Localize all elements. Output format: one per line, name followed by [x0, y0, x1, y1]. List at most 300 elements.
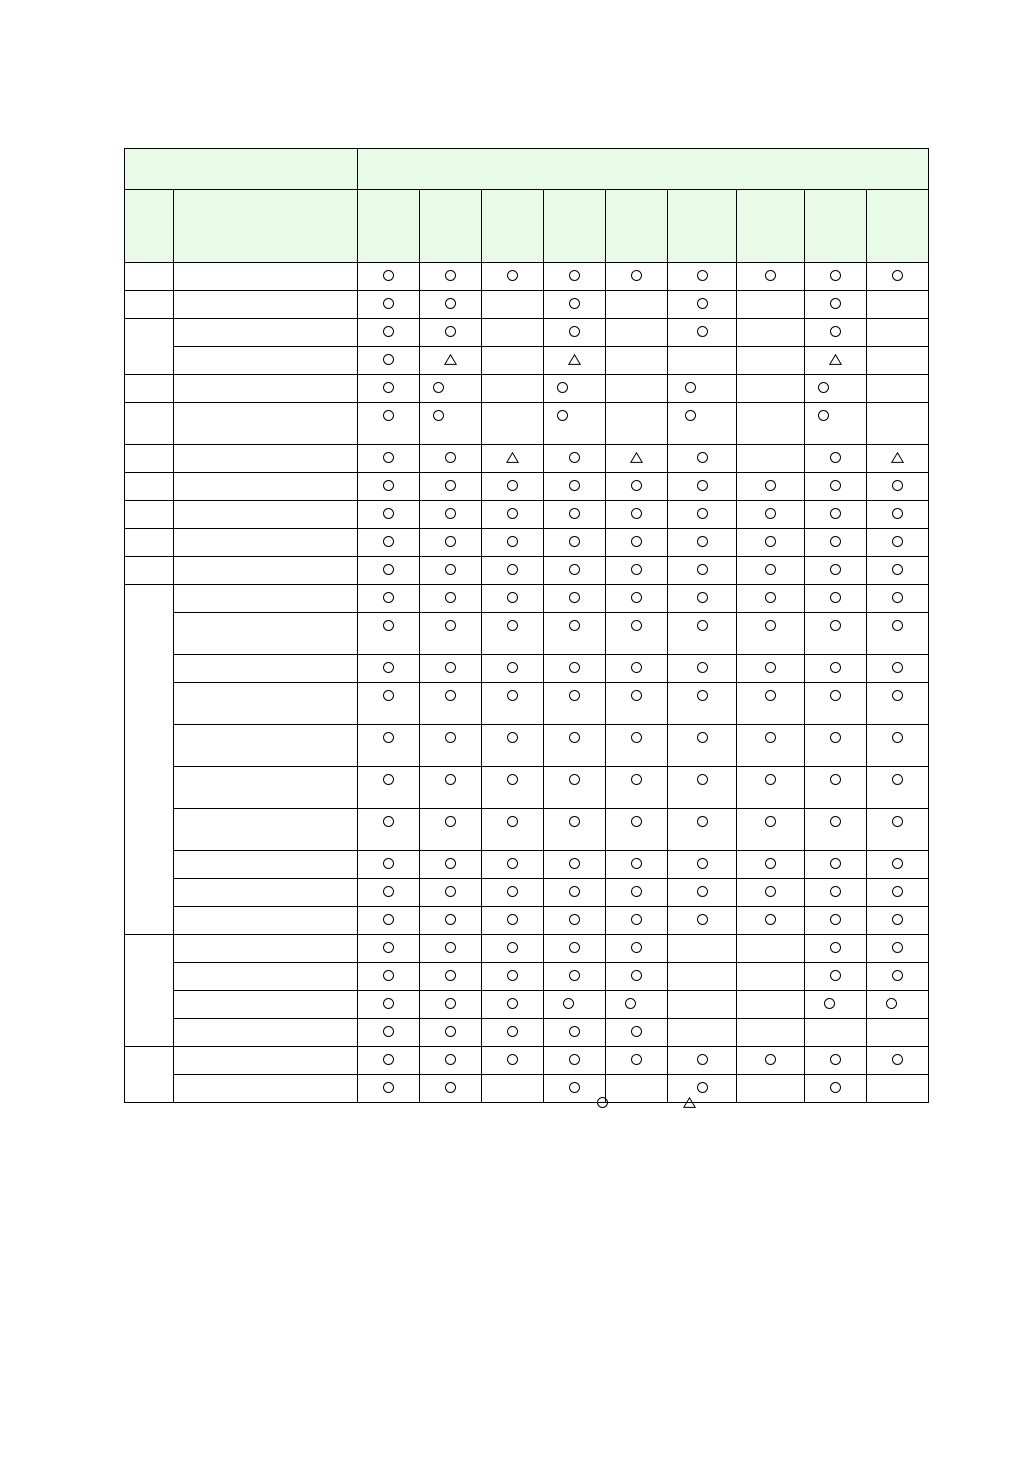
mark-cell — [867, 809, 929, 851]
circle-mark — [507, 1026, 518, 1037]
mark-cell — [420, 767, 482, 809]
mark-cell — [805, 879, 867, 907]
header-model-cell — [544, 190, 606, 263]
mark-cell — [668, 963, 737, 991]
mark-cell — [420, 963, 482, 991]
mark-cell — [867, 991, 929, 1019]
mark-cell — [544, 319, 606, 347]
header-model-cell — [420, 190, 482, 263]
header-model-cell — [867, 190, 929, 263]
mark-cell — [805, 445, 867, 473]
feature-cell — [174, 1019, 358, 1047]
circle-mark — [569, 620, 580, 631]
circle-mark — [892, 508, 903, 519]
circle-mark — [569, 914, 580, 925]
table-row — [125, 1019, 929, 1047]
circle-mark — [892, 970, 903, 981]
circle-mark — [765, 732, 776, 743]
circle-mark — [507, 886, 518, 897]
circle-mark — [631, 1054, 642, 1065]
circle-mark — [697, 480, 708, 491]
circle-mark — [892, 732, 903, 743]
mark-cell — [737, 375, 805, 403]
mark-cell — [544, 501, 606, 529]
mark-cell — [805, 851, 867, 879]
table-row — [125, 767, 929, 809]
table-row — [125, 809, 929, 851]
category-cell — [125, 445, 174, 473]
circle-mark — [765, 592, 776, 603]
circle-mark — [445, 564, 456, 575]
circle-mark — [507, 1054, 518, 1065]
mark-cell — [867, 445, 929, 473]
mark-cell — [737, 809, 805, 851]
circle-mark — [445, 1026, 456, 1037]
circle-mark — [830, 620, 841, 631]
legend-circle-mark — [597, 1097, 608, 1108]
circle-mark — [765, 508, 776, 519]
mark-cell — [544, 557, 606, 585]
circle-mark — [445, 536, 456, 547]
header-model-cell — [805, 190, 867, 263]
mark-cell — [867, 347, 929, 375]
header-model-cell — [482, 190, 544, 263]
mark-cell — [482, 347, 544, 375]
circle-mark — [697, 858, 708, 869]
circle-mark — [697, 298, 708, 309]
mark-cell — [544, 851, 606, 879]
mark-cell — [482, 683, 544, 725]
mark-cell — [482, 907, 544, 935]
mark-cell — [805, 473, 867, 501]
mark-cell — [544, 263, 606, 291]
mark-cell — [668, 585, 737, 613]
mark-cell — [358, 319, 420, 347]
mark-cell — [420, 585, 482, 613]
mark-cell — [482, 655, 544, 683]
mark-cell — [420, 403, 482, 445]
header-model-cell — [606, 190, 668, 263]
mark-cell — [668, 809, 737, 851]
circle-mark — [631, 480, 642, 491]
mark-cell — [668, 473, 737, 501]
table-row — [125, 1047, 929, 1075]
mark-cell — [867, 1047, 929, 1075]
mark-cell — [420, 935, 482, 963]
feature-cell — [174, 851, 358, 879]
mark-cell — [544, 963, 606, 991]
circle-mark — [892, 774, 903, 785]
mark-cell — [867, 963, 929, 991]
mark-cell — [482, 1019, 544, 1047]
mark-cell — [867, 375, 929, 403]
header-models-group — [358, 149, 929, 190]
triangle-mark — [829, 354, 842, 365]
circle-mark — [697, 508, 708, 519]
circle-mark — [697, 816, 708, 827]
circle-mark — [631, 1026, 642, 1037]
circle-mark — [631, 732, 642, 743]
feature-cell — [174, 263, 358, 291]
mark-cell — [606, 613, 668, 655]
mark-cell — [358, 963, 420, 991]
circle-mark — [569, 690, 580, 701]
mark-cell — [867, 767, 929, 809]
circle-mark — [697, 914, 708, 925]
circle-mark — [697, 1054, 708, 1065]
legend-triangle-mark — [683, 1097, 696, 1108]
circle-mark — [765, 620, 776, 631]
circle-mark — [892, 886, 903, 897]
mark-cell — [867, 557, 929, 585]
mark-cell — [668, 347, 737, 375]
header-row-1 — [125, 149, 929, 190]
table-row — [125, 263, 929, 291]
mark-cell — [606, 879, 668, 907]
circle-mark — [383, 816, 394, 827]
mark-cell — [805, 613, 867, 655]
circle-mark — [892, 270, 903, 281]
circle-mark — [765, 480, 776, 491]
circle-mark — [569, 1082, 580, 1093]
mark-cell — [420, 613, 482, 655]
circle-mark — [507, 942, 518, 953]
mark-cell — [737, 613, 805, 655]
circle-mark — [818, 410, 829, 421]
circle-mark — [383, 452, 394, 463]
mark-cell — [606, 445, 668, 473]
mark-cell — [606, 655, 668, 683]
mark-cell — [544, 585, 606, 613]
category-cell — [125, 557, 174, 585]
category-cell — [125, 935, 174, 1047]
mark-cell — [544, 445, 606, 473]
mark-cell — [668, 655, 737, 683]
category-cell — [125, 263, 174, 291]
circle-mark — [697, 564, 708, 575]
circle-mark — [383, 690, 394, 701]
circle-mark — [569, 298, 580, 309]
circle-mark — [383, 774, 394, 785]
feature-cell — [174, 963, 358, 991]
mark-cell — [737, 991, 805, 1019]
circle-mark — [697, 690, 708, 701]
feature-cell — [174, 585, 358, 613]
compatibility-table — [124, 148, 929, 1103]
category-cell — [125, 403, 174, 445]
feature-cell — [174, 767, 358, 809]
mark-cell — [606, 501, 668, 529]
feature-cell — [174, 529, 358, 557]
mark-cell — [358, 851, 420, 879]
header-model-cell — [668, 190, 737, 263]
circle-mark — [697, 620, 708, 631]
circle-mark — [830, 592, 841, 603]
triangle-mark — [891, 452, 904, 463]
feature-cell — [174, 557, 358, 585]
circle-mark — [445, 592, 456, 603]
mark-cell — [668, 263, 737, 291]
mark-cell — [805, 963, 867, 991]
feature-cell — [174, 319, 358, 347]
circle-mark — [507, 480, 518, 491]
circle-mark — [433, 382, 444, 393]
circle-mark — [697, 662, 708, 673]
circle-mark — [830, 774, 841, 785]
circle-mark — [383, 354, 394, 365]
mark-cell — [420, 263, 482, 291]
mark-cell — [737, 851, 805, 879]
circle-mark — [445, 452, 456, 463]
mark-cell — [867, 263, 929, 291]
feature-cell — [174, 375, 358, 403]
circle-mark — [892, 942, 903, 953]
mark-cell — [420, 557, 482, 585]
mark-cell — [358, 907, 420, 935]
mark-cell — [544, 655, 606, 683]
circle-mark — [697, 536, 708, 547]
mark-cell — [358, 809, 420, 851]
feature-cell — [174, 403, 358, 445]
mark-cell — [482, 851, 544, 879]
circle-mark — [569, 536, 580, 547]
table-row — [125, 291, 929, 319]
circle-mark — [697, 326, 708, 337]
mark-cell — [544, 347, 606, 375]
mark-cell — [606, 725, 668, 767]
mark-cell — [358, 655, 420, 683]
mark-cell — [606, 1019, 668, 1047]
triangle-mark — [506, 452, 519, 463]
feature-cell — [174, 879, 358, 907]
mark-cell — [482, 473, 544, 501]
circle-mark — [569, 508, 580, 519]
circle-mark — [830, 732, 841, 743]
mark-cell — [606, 375, 668, 403]
circle-mark — [507, 592, 518, 603]
mark-cell — [867, 935, 929, 963]
mark-cell — [358, 1047, 420, 1075]
circle-mark — [830, 914, 841, 925]
mark-cell — [606, 529, 668, 557]
circle-mark — [445, 1082, 456, 1093]
mark-cell — [668, 907, 737, 935]
circle-mark — [569, 452, 580, 463]
circle-mark — [697, 452, 708, 463]
mark-cell — [668, 501, 737, 529]
mark-cell — [544, 1047, 606, 1075]
circle-mark — [383, 592, 394, 603]
mark-cell — [737, 291, 805, 319]
mark-cell — [737, 879, 805, 907]
circle-mark — [697, 774, 708, 785]
mark-cell — [606, 907, 668, 935]
circle-mark — [892, 620, 903, 631]
circle-mark — [631, 858, 642, 869]
table-row — [125, 879, 929, 907]
feature-cell — [174, 907, 358, 935]
circle-mark — [697, 886, 708, 897]
mark-cell — [544, 403, 606, 445]
table-row — [125, 613, 929, 655]
mark-cell — [668, 683, 737, 725]
feature-cell — [174, 683, 358, 725]
mark-cell — [544, 375, 606, 403]
category-cell — [125, 319, 174, 375]
circle-mark — [631, 690, 642, 701]
circle-mark — [445, 298, 456, 309]
circle-mark — [685, 382, 696, 393]
mark-cell — [482, 319, 544, 347]
circle-mark — [892, 480, 903, 491]
circle-mark — [383, 858, 394, 869]
mark-cell — [606, 809, 668, 851]
mark-cell — [544, 613, 606, 655]
header-feature-cell — [174, 190, 358, 263]
mark-cell — [867, 907, 929, 935]
table-row — [125, 347, 929, 375]
circle-mark — [445, 998, 456, 1009]
mark-cell — [737, 403, 805, 445]
circle-mark — [507, 732, 518, 743]
circle-mark — [830, 564, 841, 575]
mark-cell — [358, 613, 420, 655]
mark-cell — [668, 879, 737, 907]
mark-cell — [606, 963, 668, 991]
circle-mark — [557, 410, 568, 421]
mark-cell — [544, 683, 606, 725]
mark-cell — [482, 935, 544, 963]
mark-cell — [668, 935, 737, 963]
table-row — [125, 585, 929, 613]
mark-cell — [420, 291, 482, 319]
mark-cell — [606, 935, 668, 963]
circle-mark — [383, 270, 394, 281]
table-row — [125, 725, 929, 767]
mark-cell — [867, 613, 929, 655]
circle-mark — [892, 564, 903, 575]
circle-mark — [569, 480, 580, 491]
circle-mark — [569, 816, 580, 827]
mark-cell — [867, 529, 929, 557]
circle-mark — [507, 508, 518, 519]
circle-mark — [631, 508, 642, 519]
circle-mark — [892, 690, 903, 701]
circle-mark — [631, 914, 642, 925]
circle-mark — [445, 732, 456, 743]
triangle-mark — [630, 452, 643, 463]
feature-cell — [174, 473, 358, 501]
circle-mark — [765, 662, 776, 673]
mark-cell — [606, 991, 668, 1019]
circle-mark — [631, 774, 642, 785]
mark-cell — [482, 375, 544, 403]
circle-mark — [830, 508, 841, 519]
mark-cell — [544, 291, 606, 319]
circle-mark — [507, 816, 518, 827]
mark-cell — [668, 319, 737, 347]
header-model-cell — [358, 190, 420, 263]
circle-mark — [445, 886, 456, 897]
mark-cell — [420, 1019, 482, 1047]
mark-cell — [668, 851, 737, 879]
feature-cell — [174, 809, 358, 851]
circle-mark — [507, 662, 518, 673]
circle-mark — [830, 942, 841, 953]
mark-cell — [668, 403, 737, 445]
circle-mark — [445, 270, 456, 281]
circle-mark — [507, 620, 518, 631]
circle-mark — [830, 298, 841, 309]
table-row — [125, 935, 929, 963]
mark-cell — [420, 655, 482, 683]
mark-cell — [668, 557, 737, 585]
circle-mark — [383, 536, 394, 547]
mark-cell — [668, 529, 737, 557]
circle-mark — [631, 886, 642, 897]
circle-mark — [830, 270, 841, 281]
circle-mark — [830, 536, 841, 547]
circle-mark — [631, 970, 642, 981]
circle-mark — [445, 914, 456, 925]
circle-mark — [625, 998, 636, 1009]
mark-cell — [358, 529, 420, 557]
circle-mark — [631, 620, 642, 631]
mark-cell — [805, 291, 867, 319]
circle-mark — [569, 564, 580, 575]
circle-mark — [569, 942, 580, 953]
circle-mark — [383, 480, 394, 491]
mark-cell — [867, 1019, 929, 1047]
circle-mark — [569, 1026, 580, 1037]
mark-cell — [867, 319, 929, 347]
mark-cell — [606, 585, 668, 613]
mark-cell — [737, 1019, 805, 1047]
mark-cell — [668, 1019, 737, 1047]
mark-cell — [544, 991, 606, 1019]
mark-cell — [737, 557, 805, 585]
circle-mark — [830, 970, 841, 981]
circle-mark — [892, 858, 903, 869]
mark-cell — [358, 347, 420, 375]
circle-mark — [569, 662, 580, 673]
circle-mark — [631, 564, 642, 575]
mark-cell — [805, 319, 867, 347]
circle-mark — [886, 998, 897, 1009]
category-cell — [125, 291, 174, 319]
mark-cell — [544, 935, 606, 963]
circle-mark — [383, 508, 394, 519]
circle-mark — [507, 858, 518, 869]
mark-cell — [668, 1047, 737, 1075]
mark-cell — [606, 473, 668, 501]
mark-cell — [358, 585, 420, 613]
mark-cell — [606, 403, 668, 445]
mark-cell — [482, 809, 544, 851]
circle-mark — [383, 564, 394, 575]
circle-mark — [765, 886, 776, 897]
feature-cell — [174, 347, 358, 375]
circle-mark — [445, 858, 456, 869]
mark-cell — [420, 473, 482, 501]
circle-mark — [685, 410, 696, 421]
table-row — [125, 529, 929, 557]
mark-cell — [805, 991, 867, 1019]
circle-mark — [830, 816, 841, 827]
circle-mark — [830, 480, 841, 491]
mark-cell — [805, 725, 867, 767]
circle-mark — [697, 592, 708, 603]
